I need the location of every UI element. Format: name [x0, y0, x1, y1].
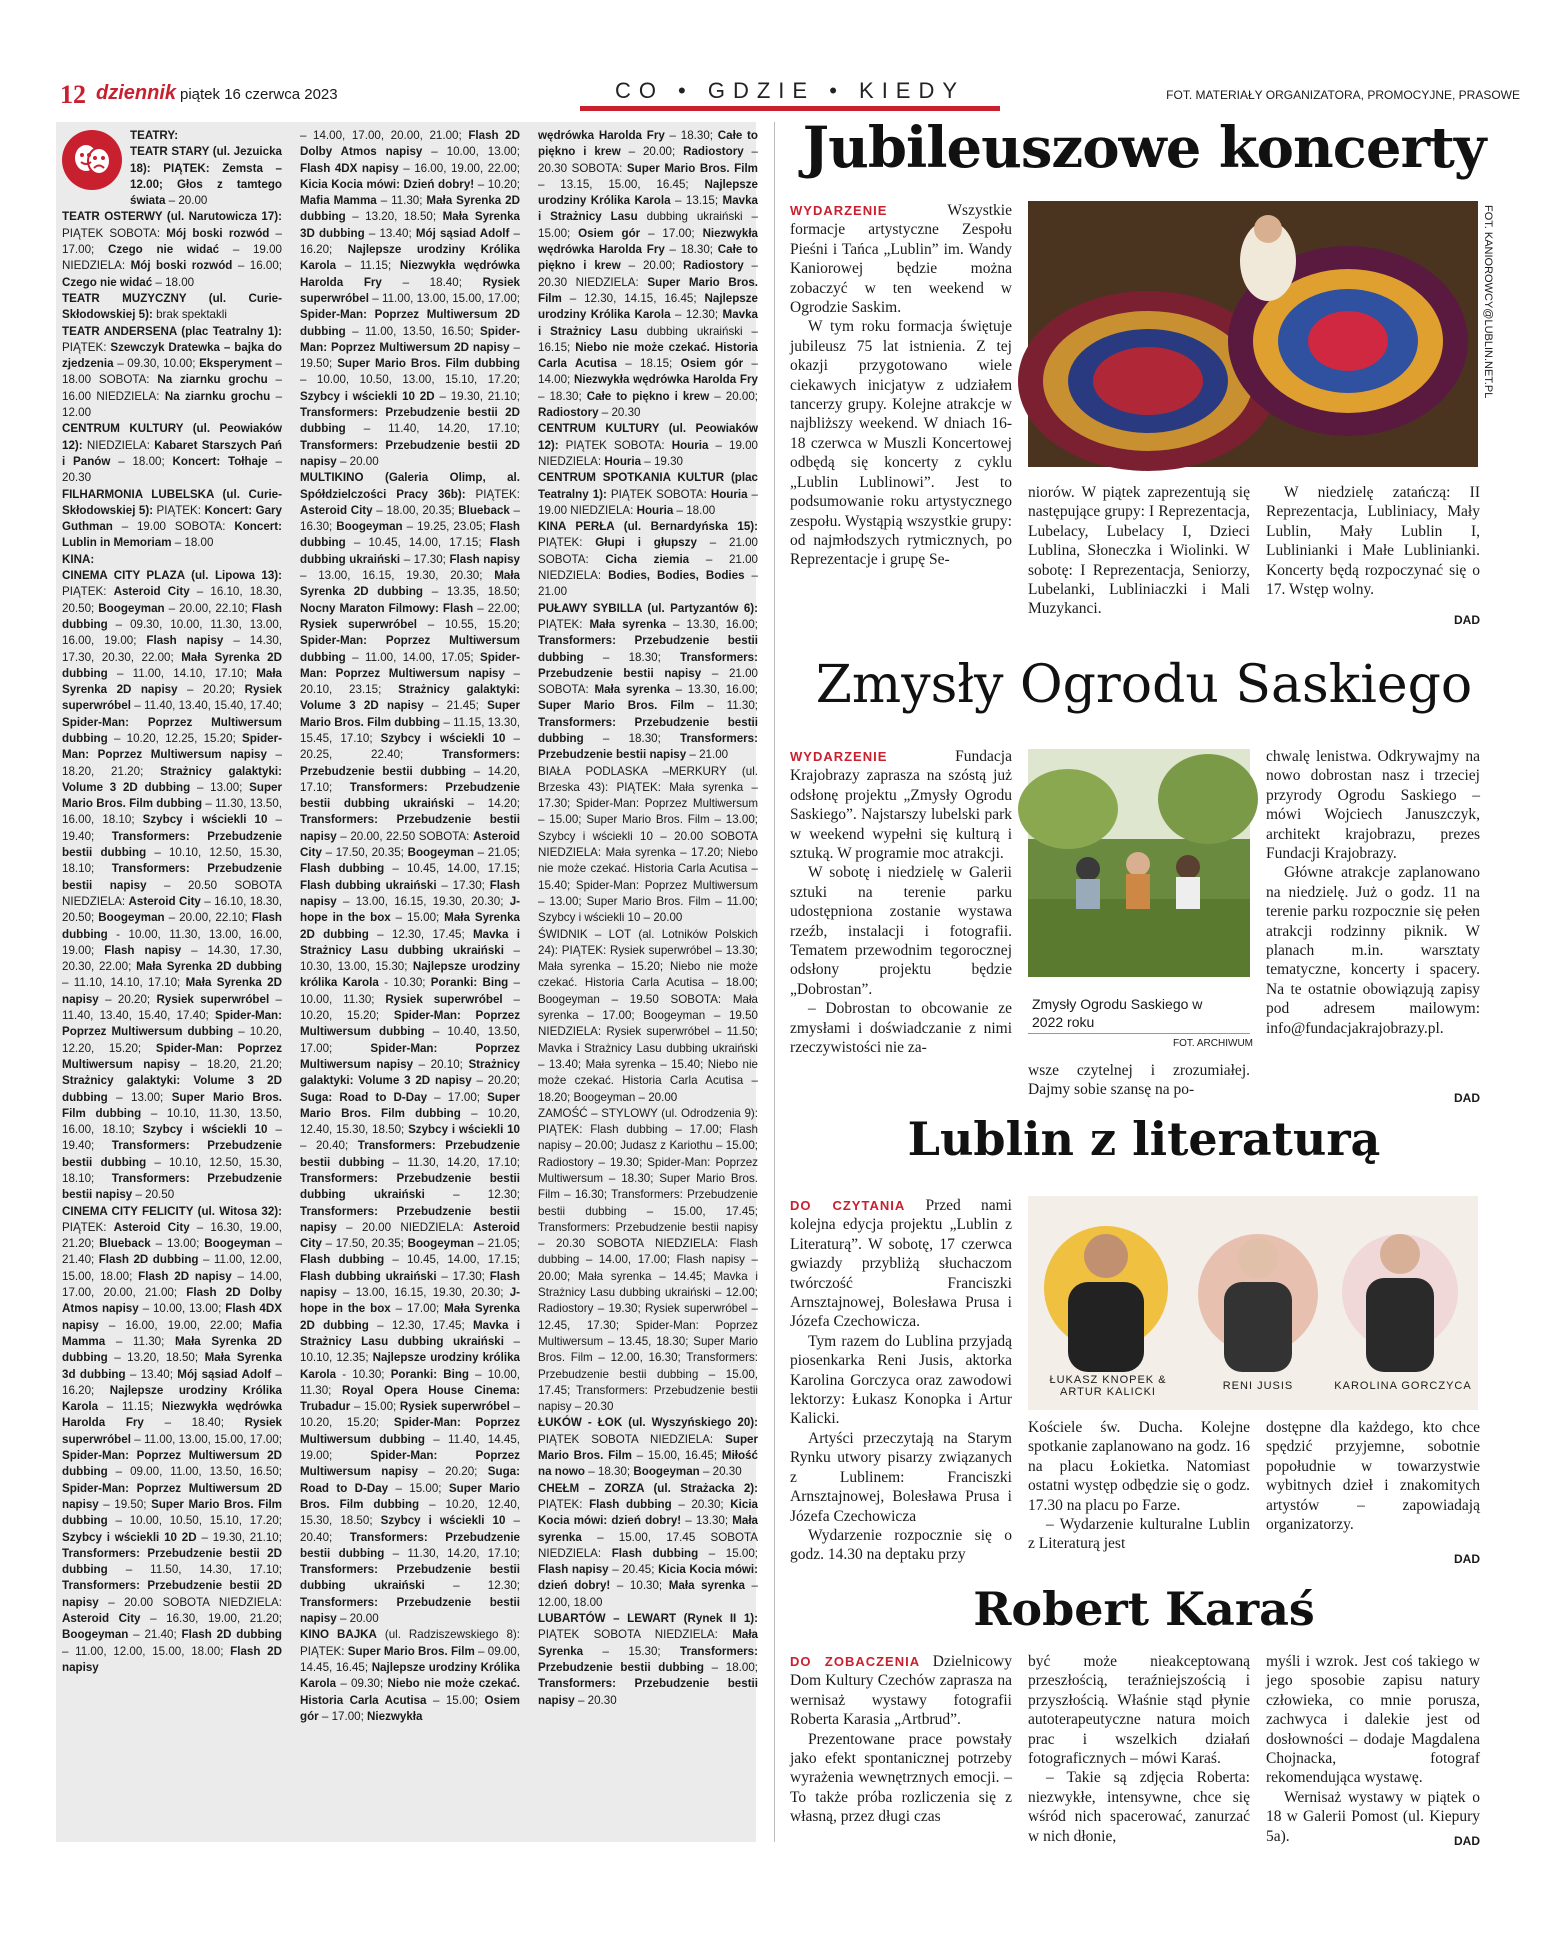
header-credit: FOT. MATERIAŁY ORGANIZATORA, PROMOCYJNE, PRASOWE [1166, 88, 1520, 102]
photo-caption: Zmysły Ogrodu Saskiego w 2022 roku [1032, 996, 1203, 1030]
listings-text-2: – 14.00, 17.00, 20.00, 21.00; Flash 2D Dolby Atmos napisy – 10.00, 13.00; Flash 4DX napisy – 16.00, 19.00, 22.00; Kicia Kocia mówi: Dzień dobry! – 10.20; Mafia Mamma – 11.30; Mała Syrenka 2D dubbing – 13.20, 18.50; Mała Syrenka 3D dubbing – 13.40; Mój sąsiad Adolf – 16.20; Najlepsze urodziny Królika Karola – 11.15; Niezwykła wędrówka Harolda Fry – 18.40; Rysiek superwróbel – 11.00, 13.00, 15.00, 17.00; Spider-Man: Poprzez Multiwersum 2D dubbing – 11.00, 13.50, 16.50; Spider-Man: Poprzez Multiwersum 2D napisy – 19.50; Super Mario Bros. Film dubbing – 10.00, 10.50, 13.00, 15.10, 17.20; Szybcy i wściekli 10 2D – 19.30, 21.10; Transformers: Przebudzenie bestii 2D dubbing – 11.40, 14.20, 17.10; Transformers: Przebudzenie bestii 2D napisy – 20.00 MULTIKINO (Galeria Olimp, al. Spółdzielczości Pracy 36b): PIĄTEK: Asteroid City – 18.00, 20.35; Blueback – 16.30; Boogeyman – 19.25, 23.05; Flash dubbing – 10.45, 14.00, 17.15; Flash dubbing ukraiński – 17.30; Flash napisy – 13.00, 16.15, 19.30, 20.30; Mała Syrenka 2D dubbing – 13.35, 18.50; Nocny Maraton Filmowy: Flash – 22.00; Rysiek superwróbel – 10.55, 15.20; Spider-Man: Poprzez Multiwersum dubbing – 11.00, 14.00, 17.05; Spider-Man: Poprzez Multiwersum napisy – 20.10, 23.15; Strażnicy galaktyki: Volume 3 2D napisy – 21.45; Super Mario Bros. Film dubbing – 11.15, 13.30, 15.45, 17.10; Szybcy i wściekli 10 – 20.25, 22.40; Transformers: Przebudzenie bestii dubbing – 14.20, 17.10; Transformers: Przebudzenie bestii dubbing ukraiński – 14.20; Transformers: Przebudzenie bestii napisy – 20.00, 22.50 SOBOTA: Asteroid City – 17.50, 20.35; Boogeyman – 21.05; Flash dubbing – 10.45, 14.00, 17.15; Flash dubbing ukraiński – 17.30; Flash napisy – 13.00, 16.15, 19.30, 20.30; J-hope in the box – 15.00; Mała Syrenka 2D dubbing – 12.30, 17.45; Mavka i Strażnicy Lasu dubbing ukraiński – 10.30, 13.00, 15.30; Najlepsze urodziny królika Karola - 10.30; Poranki: Bing – 10.00, 11.30; Rysiek superwróbel – 10.20, 15.20; Spider-Man: Poprzez Multiwersum dubbing – 10.40, 13.50, 17.00; Spider-Man: Poprzez Multiwersum napisy – 20.10; Strażnicy galaktyki: Volume 3 2D napisy – 20.20; Suga: Road to D-Day – 17.00; Super Mario Bros. Film dubbing – 10.20, 12.40, 15.30, 18.50; Szybcy i wściekli 10 – 20.40; Transformers: Przebudzenie bestii dubbing – 11.30, 14.20, 17.10; Transformers: Przebudzenie bestii dubbing ukraiński – 12.30; Transformers: Przebudzenie bestii napisy – 20.00 NIEDZIELA: Asteroid City – 17.50, 20.35; Boogeyman – 21.05; Flash dubbing – 10.45, 14.00, 17.15; Flash dubbing ukraiński – 17.30; Flash napisy – 13.00, 16.15, 19.30, 20.30; J-hope in the box – 17.00; Mała Syrenka 2D dubbing – 12.30, 17.45; Mavka i Strażnicy Lasu dubbing ukraiński – 10.10, 12.35; Najlepsze urodziny królika Karola - 10.30; Poranki: Bing – 10.00, 11.30; Royal Opera House Cinema: Trubadur – 15.00; Rysiek superwróbel – 10.20, 15.20; Spider-Man: Poprzez Multiwersum dubbing – 11.40, 14.45, 19.00; Spider-Man: Poprzez Multiwersum napisy – 20.20; Suga: Road to D-Day – 15.00; Super Mario Bros. Film dubbing – 10.20, 12.40, 15.30, 18.50; Szybcy i wściekli 10 – 20.40; Transformers: Przebudzenie bestii dubbing – 11.30, 14.20, 17.10; Transformers: Przebudzenie bestii dubbing ukraiński – 12.30; Transformers: Przebudzenie bestii napisy – 20.00 KINO BAJKA (ul. Radziszewskiego 8): PIĄTEK: Super Mario Bros. Film – 09.00, 14.45, 16.45; Najlepsze urodziny Królika Karola – 09.30; Niebo nie może czekać. Historia Carla Acutisa – 15.00; Osiem gór – 17.00; Niezwykła [300, 129, 521, 1723]
article-column-1: DO ZOBACZENIA Dzielnicowy Dom Kultury Czechów zaprasza na wernisaż wystawy fotografii Roberta Karasia „Artbrud”. Prezentowane prace powstały jako efekt spontanicznej potrzeby wyrażenia wewnętrznych emocji. – To także próba rozliczenia się z własną, przez długi czas [790, 1653, 1012, 1826]
article-title: Robert Karaś [973, 1582, 1315, 1636]
newspaper-logo[interactable]: dziennik [96, 82, 177, 104]
article-kicker: DO CZYTANIA [790, 1198, 906, 1213]
listings-panel [56, 122, 759, 1842]
article-column-2: niorów. W piątek zaprezentują się następujące grupy: I Reprezentacja, Lubelacy, Lubelacy I, Dzieci Lublina, Słoneczka i Wiolinki. W sobotę: I Reprezentacja, Seniorzy, Lubelanki, Lubliniaczki i Mali Muzykanci. [1028, 484, 1250, 618]
article-lublin-z-literatura [788, 1112, 1500, 1572]
article-kicker: WYDARZENIE [790, 203, 888, 218]
article-kicker: DO ZOBACZENIA [790, 1654, 921, 1669]
photo-credit: FOT. ARCHIWUM [1173, 1038, 1253, 1049]
article-column-2: być może nieakceptowaną przeszłością, teraźniejszością i przyszłością. Właśnie stąd płynie autoterapeutyczne natura moich prac i wszelkich działań fotograficznych – mówi Karaś. – Takie są zdjęcia Roberta: niezwykłe, intensywne, chce się wśród nich spacerować, zanurzać w nich dłonie, [1028, 1653, 1250, 1845]
page-header [60, 80, 1520, 110]
column-divider [774, 122, 775, 1842]
listings-text-1: TEATRY: TEATR STARY (ul. Jezuicka 18): PIĄTEK: Zemsta – 12.00; Głos z tamtego świata – 20.00 TEATR OSTERWY (ul. Narutowicza 17): PIĄTEK SOBOTA: Mój boski rozwód – 17.00; Czego nie widać – 19.00 NIEDZIELA: Mój boski rozwód – 16.00; Czego nie widać – 18.00 TEATR MUZYCZNY (ul. Curie-Skłodowskiej 5): brak spektakli TEATR ANDERSENA (plac Teatralny 1): PIĄTEK: Szewczyk Dratewka – bajka do zjedzenia – 09.30, 10.00; Eksperyment – 18.00 SOBOTA: Na ziarnku grochu – 16.00 NIEDZIELA: Na ziarnku grochu – 12.00 CENTRUM KULTURY (ul. Peowiaków 12): NIEDZIELA: Kabaret Starszych Pań i Panów – 18.00; Koncert: Tołhaje – 20.30 FILHARMONIA LUBELSKA (ul. Curie-Skłodowskiej 5): PIĄTEK: Koncert: Gary Guthman – 19.00 SOBOTA: Koncert: Lublin in Memoriam – 18.00 KINA: CINEMA CITY PLAZA (ul. Lipowa 13): PIĄTEK: Asteroid City – 16.10, 18.30, 20.50; Boogeyman – 20.00, 22.10; Flash dubbing – 09.30, 10.00, 11.30, 13.00, 16.00, 19.00; Flash napisy – 14.30, 17.30, 20.30, 22.00; Mała Syrenka 2D dubbing – 11.00, 14.10, 17.10; Mała Syrenka 2D napisy – 20.20; Rysiek superwróbel – 11.40, 13.40, 15.40, 17.40; Spider-Man: Poprzez Multiwersum dubbing – 10.20, 12.25, 15.20; Spider-Man: Poprzez Multiwersum napisy – 18.20, 21.20; Strażnicy galaktyki: Volume 3 2D dubbing – 13.00; Super Mario Bros. Film dubbing – 11.30, 13.50, 16.00, 18.10; Szybcy i wściekli 10 – 19.40; Transformers: Przebudzenie bestii dubbing – 10.10, 12.50, 15.30, 18.10; Transformers: Przebudzenie bestii napisy – 20.50 SOBOTA NIEDZIELA: Asteroid City – 16.10, 18.30, 20.50; Boogeyman – 20.00, 22.10; Flash dubbing - 10.00, 11.30, 13.00, 16.00, 19.00; Flash napisy – 14.30, 17.30, 20.30, 22.00; Mała Syrenka 2D dubbing – 11.10, 14.10, 17.10; Mała Syrenka 2D napisy – 20.20; Rysiek superwróbel – 11.40, 13.40, 15.40, 17.40; Spider-Man: Poprzez Multiwersum dubbing – 10.20, 12.20, 15.20; Spider-Man: Poprzez Multiwersum napisy – 18.20, 21.20; Strażnicy galaktyki: Volume 3 2D dubbing – 13.00; Super Mario Bros. Film dubbing – 10.10, 11.30, 13.50, 16.00, 18.10; Szybcy i wściekli 10 – 19.40; Transformers: Przebudzenie bestii dubbing – 10.10, 12.50, 15.30, 18.10; Transformers: Przebudzenie bestii napisy – 20.50 CINEMA CITY FELICITY (ul. Witosa 32): PIĄTEK: Asteroid City – 16.30, 19.00, 21.20; Blueback – 13.00; Boogeyman – 21.40; Flash 2D dubbing – 11.00, 12.00, 15.00, 18.00; Flash 2D napisy – 14.00, 17.00, 20.00, 21.00; Flash 2D Dolby Atmos napisy – 10.00, 13.00; Flash 4DX napisy – 16.00, 19.00, 22.00; Mafia Mamma – 11.30; Mała Syrenka 2D dubbing – 13.20, 18.50; Mała Syrenka 3d dubbing – 13.40; Mój sąsiad Adolf – 16.20; Najlepsze urodziny Królika Karola – 11.15; Niezwykła wędrówka Harolda Fry – 18.40; Rysiek superwróbel – 11.00, 13.00, 15.00, 17.00; Spider-Man: Poprzez Multiwersum 2D dubbing – 09.00, 11.00, 13.50, 16.50; Spider-Man: Poprzez Multiwersum 2D napisy – 19.50; Super Mario Bros. Film dubbing – 10.00, 10.50, 15.10, 17.20; Szybcy i wściekli 10 2D – 19.30, 21.10; Transformers: Przebudzenie bestii 2D dubbing – 11.50, 14.30, 17.10; Transformers: Przebudzenie bestii 2D napisy – 20.00 SOBOTA NIEDZIELA: Asteroid City – 16.30, 19.00, 21.20; Boogeyman – 21.40; Flash 2D dubbing – 11.00, 12.00, 15.00, 18.00; Flash 2D napisy [62, 129, 283, 1674]
article-title: Lublin z literaturą [907, 1112, 1381, 1166]
photo-park-crowd [1028, 749, 1250, 977]
author-signature: DAD [1454, 1091, 1480, 1105]
theatre-masks-icon [62, 130, 122, 190]
article-kicker: WYDARZENIE [790, 749, 888, 764]
portrait-label-1: ŁUKASZ KNOPEK & ARTUR KALICKI [1049, 1374, 1167, 1398]
author-signature: DAD [1454, 1834, 1480, 1848]
listings-text-3: wędrówka Harolda Fry – 18.30; Całe to piękno i krew – 20.00; Radiostory – 20.30 SOBOTA: Super Mario Bros. Film – 13.15, 15.00, 16.45; Najlepsze urodziny Królika Karola – 13.15; Mavka i Strażnicy Lasu dubbing ukraiński – 15.00; Osiem gór – 17.00; Niezwykła wędrówka Harolda Fry – 18.30; Całe to piękno i krew – 20.00; Radiostory – 20.30 NIEDZIELA: Super Mario Bros. Film – 12.30, 14.15, 16.45; Najlepsze urodziny Królika Karola – 12.30; Mavka i Strażnicy Lasu dubbing ukraiński – 16.15; Niebo nie może czekać. Historia Carla Acutisa – 18.15; Osiem gór – 14.00; Niezwykła wędrówka Harolda Fry – 18.30; Całe to piękno i krew – 20.00; Radiostory – 20.30 CENTRUM KULTURY (ul. Peowiaków 12): PIĄTEK SOBOTA: Houria – 19.00 NIEDZIELA: Houria – 19.30 CENTRUM SPOTKANIA KULTUR (plac Teatralny 1): PIĄTEK SOBOTA: Houria – 19.00 NIEDZIELA: Houria – 18.00 KINA PERŁA (ul. Bernardyńska 15): PIĄTEK: Głupi i głupszy – 21.00 SOBOTA: Cicha ziemia – 21.00 NIEDZIELA: Bodies, Bodies, Bodies – 21.00 PUŁAWY SYBILLA (ul. Partyzantów 6): PIĄTEK: Mała syrenka – 13.30, 16.00; Transformers: Przebudzenie bestii dubbing – 18.30; Transformers: Przebudzenie bestii napisy – 21.00 SOBOTA: Mała syrenka – 13.30, 16.00; Super Mario Bros. Film – 11.30; Transformers: Przebudzenie bestii dubbing – 18.30; Transformers: Przebudzenie bestii napisy – 21.00 BIAŁA PODLASKA –MERKURY (ul. Brzeska 43): PIĄTEK: Mała syrenka – 17.30; Spider-Man: Poprzez Multiwersum – 15.00; Super Mario Bros. Film – 13.00; Szybcy i wściekli 10 – 20.00 SOBOTA NIEDZIELA: Mała syrenka – 17.20; Niebo nie może czekać. Historia Carla Acutisa – 15.40; Spider-Man: Poprzez Multiwersum – 13.00; Super Mario Bros. Film – 11.00; Szybcy i wściekli 10 – 20.00 ŚWIDNIK – LOT (al. Lotników Polskich 24): PIĄTEK: Rysiek superwróbel – 13.30; Mała syrenka – 15.20; Niebo nie może czekać. Historia Carla Acutisa – 18.00; Boogeyman – 19.50 SOBOTA: Mała syrenka – 17.00; Boogeyman – 19.50 NIEDZIELA: Rysiek superwróbel – 11.50; Mavka i Strażnicy Lasu dubbing ukraiński – 13.40; Mała syrenka – 15.40; Niebo nie może czekać. Historia Carla Acutisa – 18.20; Boogeyman – 20.00 ZAMOŚĆ – STYLOWY (ul. Odrodzenia 9): PIĄTEK: Flash dubbing – 17.00; Flash napisy – 20.00; Judasz z Kariothu – 15.00; Radiostory – 19.30; Spider-Man: Poprzez Multiwersum – 18.30; Super Mario Bros. Film – 16.30; Transformers: Przebudzenie bestii dubbing – 15.00, 17.45; Transformers: Przebudzenie bestii napisy – 20.30 SOBOTA NIEDZIELA: Flash dubbing – 14.00, 17.00; Flash napisy – 20.00; Mała syrenka – 14.45; Mavka i Strażnicy Lasu dubbing ukraiński – 12.00; Radiostory – 19.30; Rysiek superwróbel – 12.45, 17.30; Spider-Man: Poprzez Multiwersum – 13.45, 18.30; Super Mario Bros. Film – 12.00, 16.30; Transformers: Przebudzenie bestii dubbing – 15.00, 17.45; Transformers: Przebudzenie bestii napisy – 20.30 ŁUKÓW - ŁOK (ul. Wyszyńskiego 20): PIĄTEK SOBOTA NIEDZIELA: Super Mario Bros. Film – 15.00, 16.45; Miłość na nowo – 18.30; Boogeyman – 20.30 CHEŁM – ZORZA (ul. Strażacka 2): PIĄTEK: Flash dubbing – 20.30; Kicia Kocia mówi: dzień dobry! – 13.30; Mała syrenka – 15.00, 17.45 SOBOTA NIEDZIELA: Flash dubbing – 15.00; Flash napisy – 20.45; Kicia Kocia mówi: dzień dobry! – 10.30; Mała syrenka – 12.00, 18.00 LUBARTÓW – LEWART (Rynek II 1): PIĄTEK SOBOTA NIEDZIELA: Mała Syrenka – 15.30; Transformers: Przebudzenie bestii dubbing – 18.00; Transformers: Przebudzenie bestii napisy – 20.30 [538, 129, 759, 1707]
section-title: CO • GDZIE • KIEDY [614, 78, 966, 103]
article-zmysly-ogrodu [788, 655, 1500, 1110]
listings-column-1 [62, 128, 282, 1838]
article-column-3: dostępne dla każdego, kto chce spędzić przyjemne, sobotnie popołudnie w towarzystwie wybitnych dzieł i znakomitych artystów – zapowiadają organizatorzy. [1266, 1419, 1480, 1534]
section-bar [580, 106, 1000, 111]
issue-date: piątek 16 czerwca 2023 [180, 86, 338, 103]
listings-column-3 [538, 128, 758, 1838]
article-title: Zmysły Ogrodu Saskiego [815, 655, 1473, 715]
article-title: Jubileuszowe koncerty [802, 115, 1486, 181]
article-column-2: wsze czytelnej i zrozumiałej. Dajmy sobie szansę na po- [1028, 1062, 1250, 1099]
photo-folk-dancers [1028, 201, 1478, 467]
author-signature: DAD [1454, 1552, 1480, 1566]
portrait-label-2: RENI JUSIS [1222, 1380, 1294, 1392]
article-column-1: WYDARZENIE Fundacja Krajobrazy zaprasza na szóstą już odsłonę projektu „Zmysły Ogrodu Saskiego”. Najstarszy lubelski park w weekend wypełni się kulturą i sztuką. W programie moc atrakcji. W sobotę i niedzielę w Galerii sztuki na terenie parku udostępniona zostanie wystawa rzeźb, instalacji i fotografii. Tematem przewodnim tegorocznej odsłony projektu będzie „Dobrostan”. – Dobrostan to obcowanie ze zmysłami i doświadczanie z nimi rzeczywistości nie za- [790, 748, 1012, 1057]
listings-column-2 [300, 128, 520, 1838]
caption-rule [1028, 1033, 1250, 1034]
author-signature: DAD [1454, 613, 1480, 627]
article-column-3: myśli i wzrok. Jest coś takiego w jego sposobie zapisu natury człowieka, co mnie porusza, zachwyca i dalekie jest od dosłowności – dodaje Magdalena Chojnacka, fotograf rekomendująca wystawę. Wernisaż wystawy w piątek o 18 w Galerii Pomost (ul. Kiepury 5a). [1266, 1653, 1480, 1845]
photo-readers-portraits [1028, 1196, 1478, 1410]
page-number: 12 [60, 80, 86, 109]
photo-credit: FOT. KANIOROWCY@LUBLIN.NET.PL [1482, 205, 1494, 399]
portrait-label-3: KAROLINA GORCZYCA [1334, 1380, 1472, 1392]
article-column-3: chwalę lenistwa. Odkrywajmy na nowo dobrostan nasz i trzeciej przyrody Ogrodu Saskiego – mówi Wojciech Januszczyk, architekt krajobrazu, prezes Fundacji Krajobrazy. Główne atrakcje zaplanowano na niedzielę. Już o godz. 11 na terenie parku rozpocznie się pełen atrakcji rodzinny piknik. W planach m.in. warsztaty tematyczne, koncerty i spacery. Na te ostatnie obowiązują zapisy pod adresem mailowym: info@fundacjakrajobrazy.pl. [1266, 748, 1480, 1037]
article-column-3: W niedzielę zatańczą: II Reprezentacja, Lubliniacy, Mały Lublin, Mały Lublin I, Lublinianki i Małe Lublinianki. Koncerty będą rozpoczynać się o 17. Wstęp wolny. [1266, 484, 1480, 599]
article-column-2: Kościele św. Ducha. Kolejne spotkanie zaplanowano na godz. 16 na placu Łokietka. Natomiast ostatni występ odbędzie się o godz. 17.30 na placu po Farze. – Wydarzenie kulturalne Lublin z Literaturą jest [1028, 1419, 1250, 1553]
article-column-1: WYDARZENIE Wszystkie formacje artystyczne Zespołu Pieśni i Tańca „Lublin” im. Wandy Kaniorowej będzie można zobaczyć w ten weekend w Ogrodzie Saskim. W tym roku formacja świętuje jubileusz 75 lat istnienia. Z tej okazji przygotowano wiele ciekawych inicjatyw z udziałem tancerzy grupy. Kolejne atrakcje w najbliższy weekend. W dniach 16-18 czerwca w Muszli Koncertowej odbędą się koncerty z cyklu „Lublin Lublinowi”. Jest to podsumowanie roku artystycznego zespołu. Wystąpią wszystkie grupy: od najmłodszych rytmicznych, po Reprezentacje i grupę Se- [790, 202, 1012, 569]
article-robert-karas [788, 1582, 1500, 1852]
article-column-1: DO CZYTANIA Przed nami kolejna edycja projektu „Lublin z Literaturą”. W sobotę, 17 czerwca gwiazdy przybliżą słuchaczom twórczość Franciszki Arnsztajnowej, Bolesława Prusa i Józefa Czechowicza. Tym razem do Lublina przyjadą piosenkarka Reni Jusis, aktorka Karolina Gorczyca oraz zawodowi lektorzy: Łukasz Konopka i Artur Kalicki. Artyści przeczytają na Starym Rynku utwory pisarzy związanych z Lublinem: Franciszki Arnsztajnowej, Bolesława Prusa i Józefa Czechowicza Wydarzenie rozpocznie się o godz. 14.30 na deptaku przy [790, 1197, 1012, 1564]
article-jubileuszowe-koncerty [788, 115, 1500, 635]
